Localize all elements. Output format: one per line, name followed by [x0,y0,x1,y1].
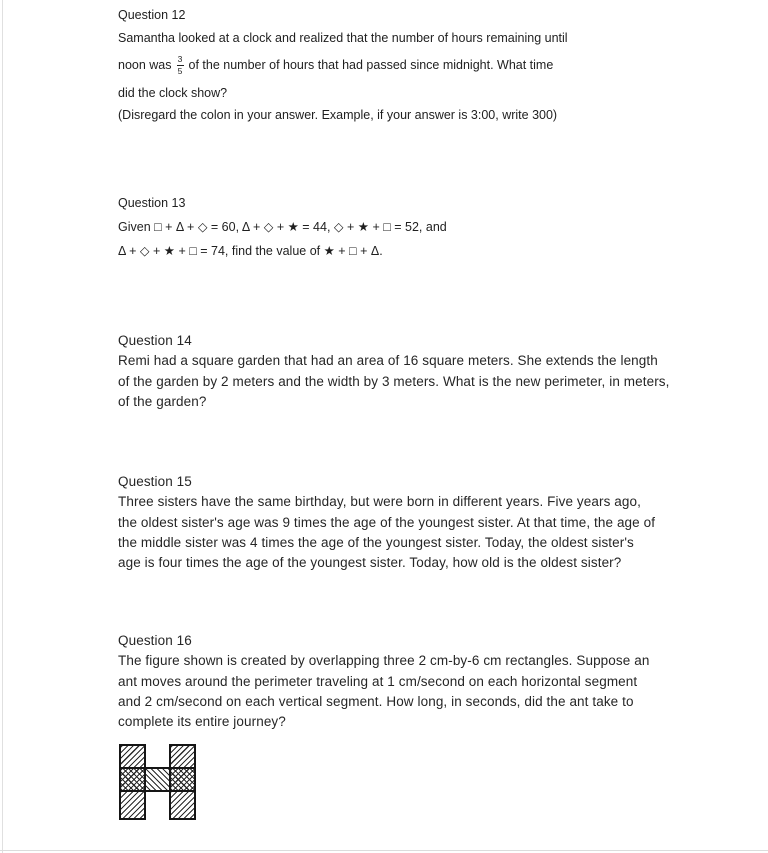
question-12-line-2 [118,51,553,79]
fraction-numerator: 3 [177,54,183,64]
fraction-three-fifths [177,55,184,75]
question-12-line-2-pre: noon was [118,58,172,72]
question-12-line-4: (Disregard the colon in your answer. Example, if your answer is 3:00, write 300) [118,108,558,122]
question-13-line-1: Given □ + Δ + ◇ = 60, Δ + ◇ + ★ = 44, ◇ + ★ + □ = 52, and [118,220,447,234]
h-figure [119,744,196,820]
question-16-line-3: and 2 cm/second on each vertical segment. How long, in seconds, did the ant take to [118,693,634,709]
question-12-title: Question 12 [118,8,186,22]
question-15-line-1: Three sisters have the same birthday, but were born in different years. Five years ago, [118,494,641,510]
question-14-line-2: of the garden by 2 meters and the width by 3 meters. What is the new perimeter, in meters, [118,373,670,389]
question-15-title: Question 15 [118,474,192,489]
question-14-line-1: Remi had a square garden that had an area of 16 square meters. She extends the length [118,353,658,369]
question-15-block [118,472,655,573]
question-14-line-3: of the garden? [118,394,207,410]
question-15-line-4: age is four times the age of the youngest sister. Today, how old is the oldest sister? [118,555,622,571]
question-14-title: Question 14 [118,333,192,348]
question-16-line-4: complete its entire journey? [118,714,286,730]
overlap-region-right [169,767,196,792]
question-16-block [118,631,649,732]
question-16-title: Question 16 [118,633,192,648]
question-12-line-1: Samantha looked at a clock and realized that the number of hours remaining until [118,31,568,45]
question-15-line-2: the oldest sister's age was 9 times the age of the youngest sister. At that time, the age of [118,514,656,530]
question-12-line-3: did the clock show? [118,86,228,100]
question-15-line-3: the middle sister was 4 times the age of the youngest sister. Today, the oldest sister's [118,534,634,550]
question-14-block [118,331,670,413]
fraction-denominator: 5 [177,65,183,76]
page-left-border [2,0,3,853]
question-16-line-2: ant moves around the perimeter traveling at 1 cm/second on each horizontal segment [118,673,638,689]
question-13-line-2: Δ + ◇ + ★ + □ = 74, find the value of ★ + □ + Δ. [118,244,383,258]
overlap-region-left [119,767,146,792]
page-bottom-border [0,850,768,851]
question-13-title: Question 13 [118,196,186,210]
question-12-line-2-post: of the number of hours that had passed since midnight. What time [188,58,554,72]
question-16-line-1: The figure shown is created by overlapping three 2 cm-by-6 cm rectangles. Suppose an [118,653,650,669]
